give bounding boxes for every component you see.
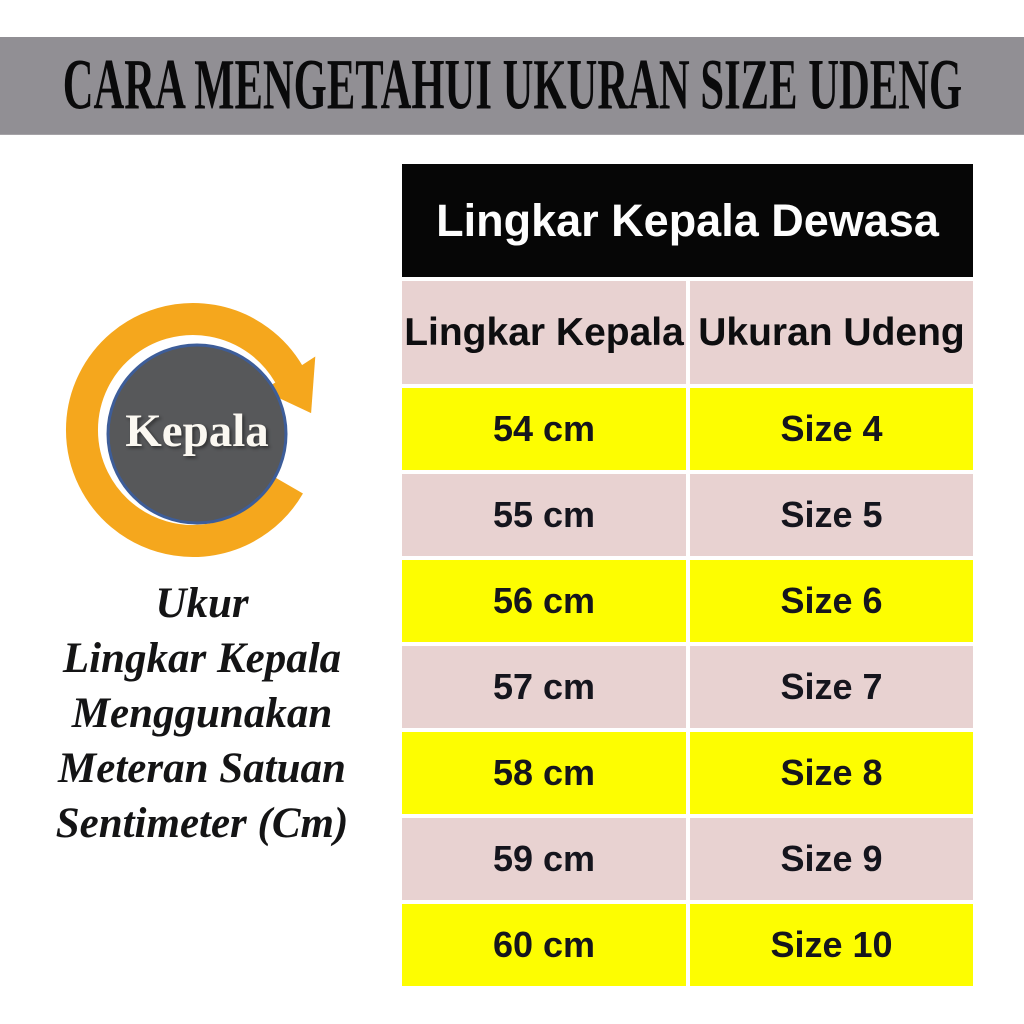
column-header-ukuran-udeng: Ukuran Udeng (690, 281, 973, 384)
table-row (402, 732, 973, 814)
lingkar-value: 54 cm (402, 388, 686, 470)
table-row (402, 646, 973, 728)
caption-line: Meteran Satuan (58, 745, 346, 792)
ukuran-value: Size 9 (690, 818, 973, 900)
table-header-row (402, 281, 973, 384)
caption-line: Ukur (155, 580, 249, 627)
table-row (402, 388, 973, 470)
lingkar-value: 56 cm (402, 560, 686, 642)
head-circle-label: Kepala (125, 405, 269, 457)
ukuran-value: Size 5 (690, 474, 973, 556)
ukuran-value: Size 7 (690, 646, 973, 728)
caption-line: Menggunakan (71, 690, 333, 737)
ukuran-value: Size 6 (690, 560, 973, 642)
lingkar-value: 59 cm (402, 818, 686, 900)
title-banner (0, 37, 1024, 134)
table-row (402, 560, 973, 642)
column-header-lingkar-kepala: Lingkar Kepala (402, 281, 686, 384)
ukuran-value: Size 4 (690, 388, 973, 470)
page-title: CARA MENGETAHUI UKURAN SIZE UDENG (62, 46, 962, 125)
ukuran-value: Size 10 (690, 904, 973, 986)
head-measure-diagram (45, 292, 335, 572)
measure-instruction-text (8, 576, 396, 851)
table-row (402, 818, 973, 900)
table-row (402, 474, 973, 556)
lingkar-value: 60 cm (402, 904, 686, 986)
caption-line: Lingkar Kepala (62, 635, 342, 682)
lingkar-value: 58 cm (402, 732, 686, 814)
size-table (402, 164, 973, 990)
lingkar-value: 55 cm (402, 474, 686, 556)
ukuran-value: Size 8 (690, 732, 973, 814)
table-row (402, 904, 973, 986)
table-title: Lingkar Kepala Dewasa (402, 164, 973, 277)
caption-line: Sentimeter (Cm) (55, 800, 349, 847)
lingkar-value: 57 cm (402, 646, 686, 728)
